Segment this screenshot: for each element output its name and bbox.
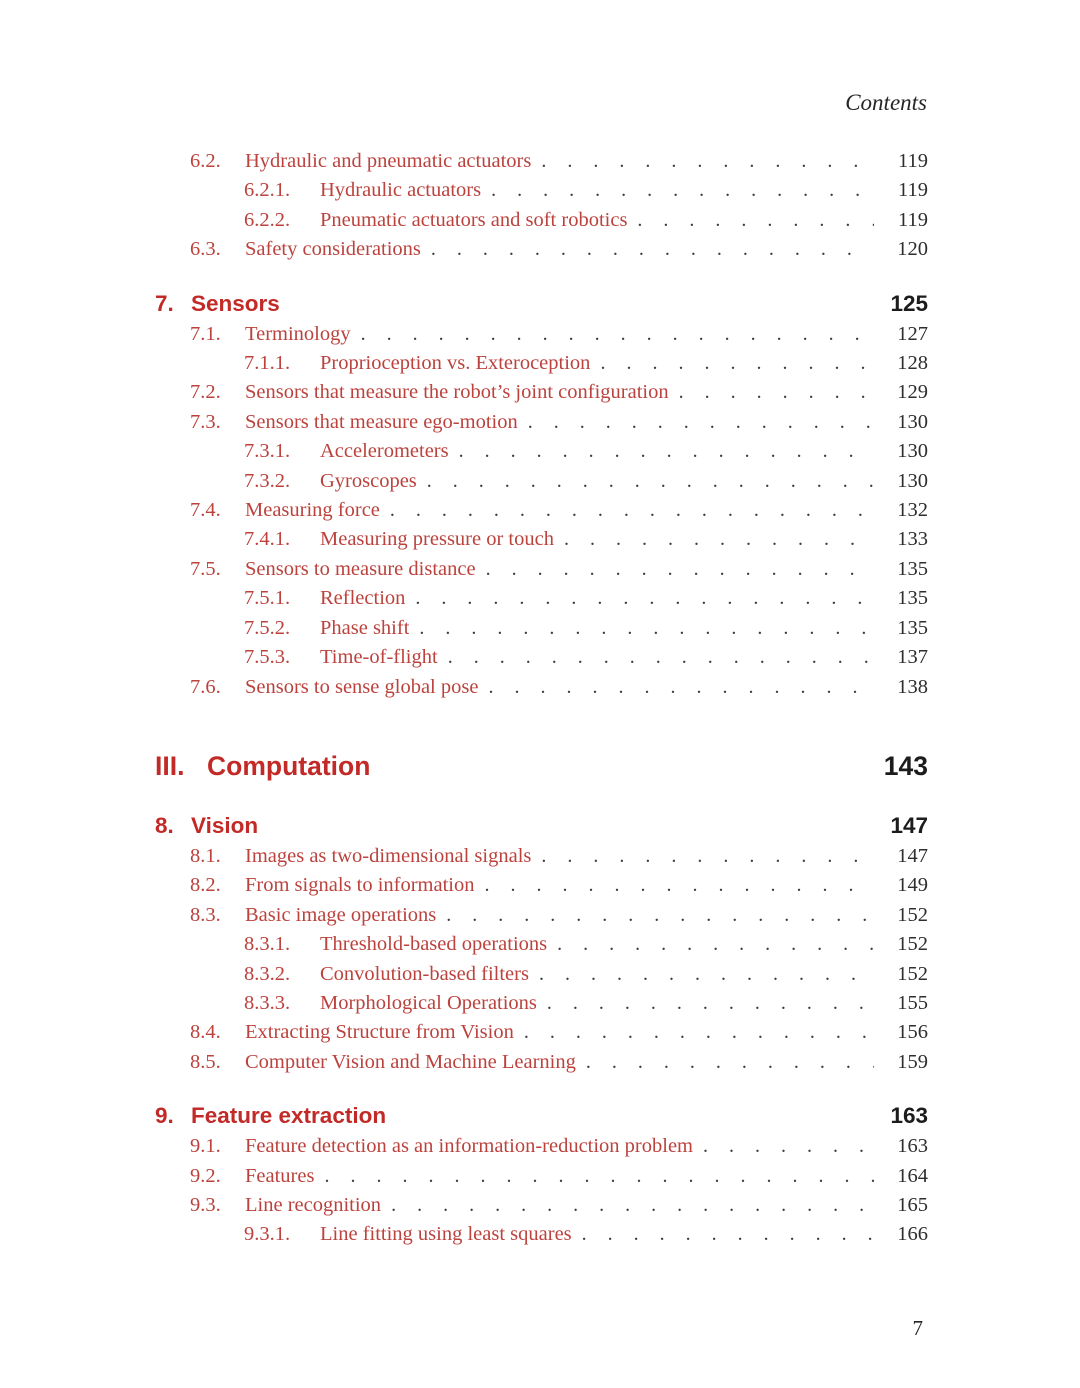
entry-title[interactable]: Measuring force [245, 499, 380, 522]
table-of-contents [0, 147, 928, 1250]
entry-page-number: 119 [898, 150, 928, 172]
entry-title[interactable]: Convolution-based filters [320, 962, 529, 985]
dot-leader [679, 378, 874, 407]
toc-entry [0, 378, 928, 407]
entry-title[interactable]: Sensors to measure distance [245, 557, 476, 580]
entry-page-number: 133 [897, 528, 928, 551]
entry-title[interactable]: Sensors to sense global pose [245, 675, 479, 698]
contents-running-header: Contents [845, 90, 927, 115]
toc-entry [0, 467, 928, 496]
entry-page-number: 156 [897, 1021, 928, 1044]
toc-entry [0, 960, 928, 989]
entry-number[interactable]: 8.3. [190, 903, 221, 926]
dot-leader [703, 1132, 874, 1161]
toc-entry [0, 349, 928, 378]
toc-entry [0, 555, 928, 584]
entry-number[interactable]: 7.5.3. [244, 646, 291, 669]
toc-entry [0, 408, 928, 437]
toc-entry [0, 901, 928, 930]
entry-page-number: 132 [897, 499, 928, 522]
toc-entry [0, 643, 928, 672]
toc-entry [0, 1048, 928, 1077]
entry-page-number: 128 [897, 352, 928, 375]
dot-leader [427, 467, 874, 496]
entry-title[interactable]: Computer Vision and Machine Learning [245, 1050, 576, 1073]
dot-leader [446, 901, 874, 930]
dot-leader [390, 496, 874, 525]
toc-entry [0, 1132, 928, 1161]
entry-title[interactable]: Hydraulic and pneumatic actuators [245, 150, 532, 172]
heading-number[interactable]: 8. [155, 812, 174, 838]
entry-page-number: 129 [897, 381, 928, 404]
entry-number[interactable]: 7.3. [190, 410, 221, 433]
heading-number[interactable]: 7. [155, 290, 174, 316]
entry-page-number: 166 [897, 1223, 928, 1246]
entry-page-number: 163 [897, 1135, 928, 1158]
entry-number[interactable]: 8.4. [190, 1021, 221, 1044]
entry-title[interactable]: Threshold-based operations [320, 933, 548, 956]
entry-page-number: 137 [897, 646, 928, 669]
entry-title[interactable]: Morphological Operations [320, 991, 537, 1014]
heading-page-number: 125 [890, 290, 928, 316]
entry-title[interactable]: Features [245, 1164, 315, 1187]
entry-title[interactable]: Accelerometers [320, 440, 449, 463]
entry-page-number: 152 [897, 903, 928, 926]
entry-title[interactable]: Reflection [320, 587, 406, 610]
dot-leader [459, 437, 874, 466]
dot-leader [488, 673, 874, 702]
heading-number[interactable]: 9. [155, 1103, 174, 1129]
entry-page-number: 130 [897, 410, 928, 433]
entry-title[interactable]: Hydraulic actuators [320, 179, 482, 202]
entry-page-number: 119 [898, 179, 928, 202]
toc-entry [0, 320, 928, 349]
dot-leader [524, 1018, 874, 1047]
toc-entry [0, 525, 928, 554]
entry-number[interactable]: 9.3.1. [244, 1223, 291, 1246]
entry-title[interactable]: Feature detection as an information-reduction problem [245, 1135, 693, 1158]
dot-leader [361, 320, 874, 349]
entry-title[interactable]: Line fitting using least squares [320, 1223, 572, 1246]
entry-page-number: 149 [897, 874, 928, 897]
dot-leader [391, 1191, 874, 1220]
entry-number[interactable]: 7.4. [190, 499, 221, 522]
entry-title[interactable]: Terminology [245, 322, 351, 345]
entry-page-number: 135 [897, 557, 928, 580]
heading-title[interactable]: Feature extraction [191, 1103, 387, 1129]
toc-entry [0, 930, 928, 959]
entry-title[interactable]: Time-of-flight [320, 646, 438, 669]
toc-entry [0, 614, 928, 643]
entry-title[interactable]: Sensors that measure ego-motion [245, 410, 518, 433]
toc-entry [0, 1018, 928, 1047]
entry-number[interactable]: 7.4.1. [244, 528, 291, 551]
entry-number[interactable]: 8.1. [190, 844, 221, 867]
dot-leader [528, 408, 874, 437]
toc-entry [0, 206, 928, 235]
toc-entry [0, 842, 928, 871]
entry-number[interactable]: 7.1. [190, 322, 221, 345]
entry-number[interactable]: 7.5. [190, 557, 221, 580]
entry-title[interactable]: Basic image operations [245, 903, 437, 926]
entry-number[interactable]: 6.2. [190, 150, 221, 172]
heading-title[interactable]: Vision [191, 812, 259, 838]
entry-number[interactable]: 8.2. [190, 874, 221, 897]
entry-page-number: 138 [897, 675, 928, 698]
entry-number[interactable]: 7.2. [190, 381, 221, 404]
entry-page-number: 135 [897, 587, 928, 610]
toc-entry [0, 1220, 928, 1249]
heading-page-number: 147 [890, 812, 928, 838]
dot-leader [600, 349, 874, 378]
toc-entry [0, 584, 928, 613]
entry-title[interactable]: From signals to information [245, 874, 475, 897]
heading-number[interactable]: III. [155, 750, 185, 781]
dot-leader [637, 206, 874, 235]
toc-entry [0, 1191, 928, 1220]
dot-leader [557, 930, 874, 959]
entry-page-number: 135 [897, 616, 928, 639]
toc-entry [0, 496, 928, 525]
dot-leader [491, 176, 874, 205]
dot-leader [582, 1220, 874, 1249]
dot-leader [547, 989, 874, 1018]
entry-page-number: 155 [897, 991, 928, 1014]
toc-entry [0, 989, 928, 1018]
dot-leader [541, 147, 874, 176]
entry-title[interactable]: Gyroscopes [320, 469, 417, 492]
dot-leader [431, 235, 874, 264]
entry-number[interactable]: 7.3.1. [244, 440, 291, 463]
dot-leader [415, 584, 874, 613]
dot-leader [539, 960, 874, 989]
entry-page-number: 130 [897, 469, 928, 492]
dot-leader [486, 555, 874, 584]
entry-page-number: 152 [897, 933, 928, 956]
entry-title[interactable]: Proprioception vs. Exteroception [320, 352, 591, 375]
entry-number[interactable]: 9.1. [190, 1135, 221, 1158]
entry-number[interactable]: 7.3.2. [244, 469, 291, 492]
entry-number[interactable]: 8.3.3. [244, 991, 291, 1014]
toc-entry [0, 176, 928, 205]
entry-number[interactable]: 7.5.2. [244, 616, 291, 639]
toc-entry [0, 673, 928, 702]
entry-title[interactable]: Images as two-dimensional signals [245, 844, 532, 867]
dot-leader [586, 1048, 874, 1077]
toc-entry [0, 437, 928, 466]
heading-title[interactable]: Sensors [191, 290, 280, 316]
dot-leader [541, 842, 874, 871]
toc-entry [0, 147, 928, 176]
entry-number[interactable]: 8.5. [190, 1050, 221, 1073]
entry-title[interactable]: Measuring pressure or touch [320, 528, 554, 551]
entry-number[interactable]: 9.3. [190, 1193, 221, 1216]
toc-entry [0, 235, 928, 264]
heading-title[interactable]: Computation [207, 750, 371, 781]
entry-number[interactable]: 7.5.1. [244, 587, 291, 610]
entry-page-number: 147 [897, 844, 928, 867]
entry-page-number: 127 [897, 322, 928, 345]
heading-page-number: 163 [890, 1103, 928, 1129]
entry-page-number: 164 [897, 1164, 928, 1187]
heading-page-number: 143 [883, 750, 928, 781]
dot-leader [324, 1162, 874, 1191]
toc-chapter-heading [0, 809, 928, 842]
entry-title[interactable]: Safety considerations [245, 238, 421, 261]
toc-entry [0, 1162, 928, 1191]
entry-number[interactable]: 8.3.2. [244, 962, 291, 985]
entry-page-number: 159 [897, 1050, 928, 1073]
toc-part-heading [0, 746, 928, 787]
entry-page-number: 152 [897, 962, 928, 985]
entry-number[interactable]: 9.2. [190, 1164, 221, 1187]
entry-title[interactable]: Phase shift [320, 616, 410, 639]
entry-title[interactable]: Sensors that measure the robot’s joint configuration [245, 381, 669, 404]
toc-entry [0, 871, 928, 900]
entry-page-number: 130 [897, 440, 928, 463]
entry-page-number: 119 [898, 208, 928, 231]
entry-number[interactable]: 8.3.1. [244, 933, 291, 956]
dot-leader [564, 525, 874, 554]
entry-title[interactable]: Line recognition [245, 1193, 382, 1216]
entry-title[interactable]: Extracting Structure from Vision [245, 1021, 514, 1044]
entry-number[interactable]: 7.1.1. [244, 352, 291, 375]
entry-number[interactable]: 6.2.1. [244, 179, 291, 202]
dot-leader [484, 871, 874, 900]
entry-number[interactable]: 6.3. [190, 238, 221, 261]
dot-leader [419, 614, 874, 643]
entry-page-number: 120 [897, 238, 928, 261]
entry-number[interactable]: 7.6. [190, 675, 221, 698]
entry-page-number: 165 [897, 1193, 928, 1216]
entry-number[interactable]: 6.2.2. [244, 208, 291, 231]
page-number: 7 [912, 1316, 923, 1340]
entry-title[interactable]: Pneumatic actuators and soft robotics [320, 208, 628, 231]
toc-chapter-heading [0, 1099, 928, 1132]
dot-leader [448, 643, 874, 672]
toc-chapter-heading [0, 287, 928, 320]
